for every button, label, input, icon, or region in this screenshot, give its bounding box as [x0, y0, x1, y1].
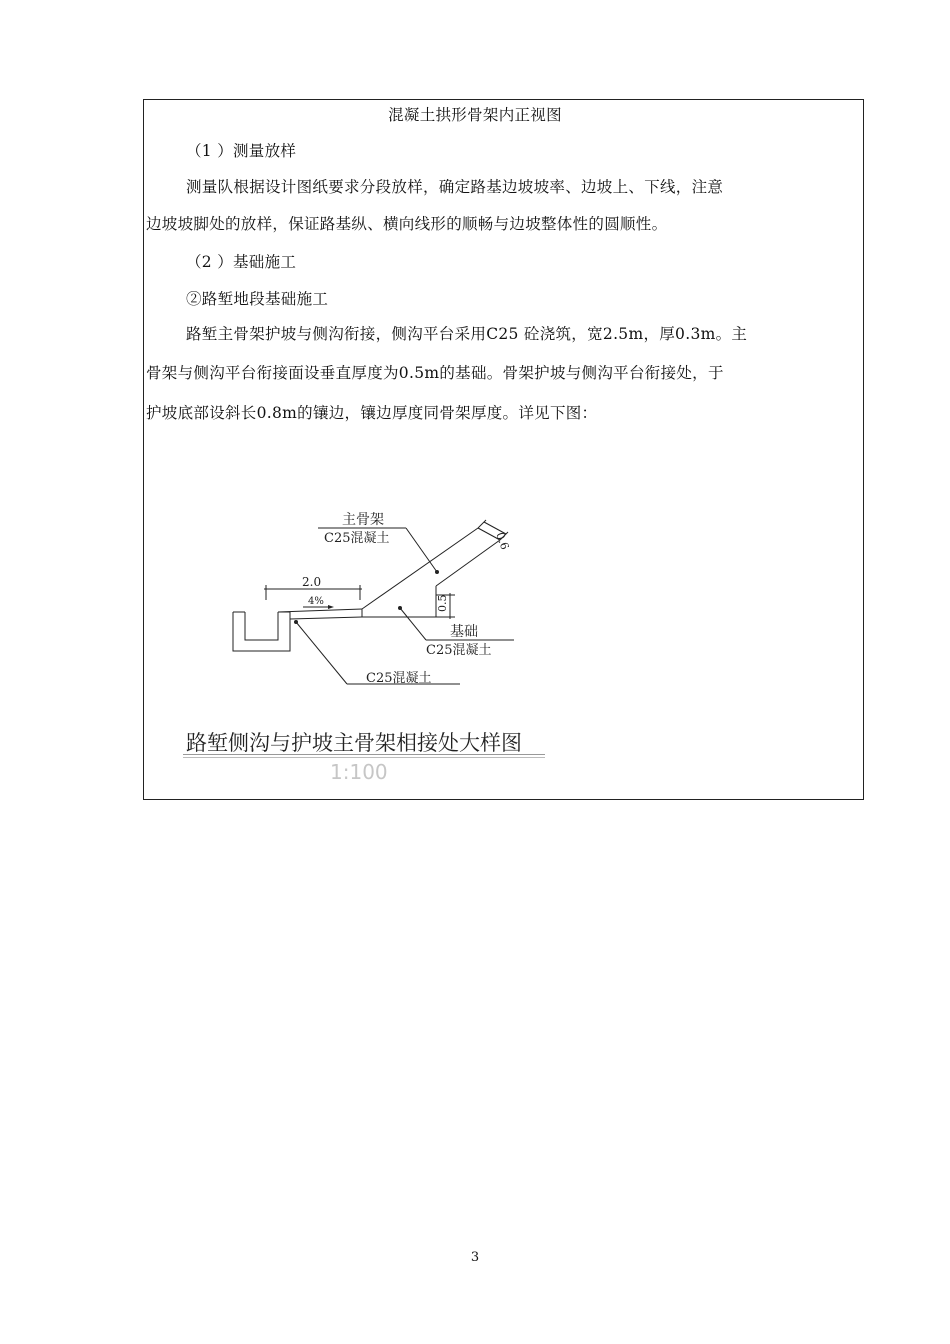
section2-body-line1: 路堑主骨架护坡与侧沟衔接，侧沟平台采用C25 砼浇筑，宽2.5m，厚0.3m。主 [186, 325, 748, 343]
figure-title: 路堑侧沟与护坡主骨架相接处大样图 [186, 731, 522, 755]
leader-foundation [400, 608, 426, 640]
section2-title: （2 ）基础施工 [186, 253, 297, 271]
label-foundation-material: C25混凝土 [426, 643, 492, 658]
ditch-inner [245, 612, 278, 640]
label-main-frame-material: C25混凝土 [324, 531, 390, 546]
section1-title: （1 ）测量放样 [186, 142, 297, 160]
page-number: 3 [470, 1250, 480, 1265]
ditch-outline [233, 612, 290, 651]
section2-body-line3: 护坡底部设斜长0.8m的镶边，镶边厚度同骨架厚度。详见下图： [146, 404, 598, 422]
section2-body-line2: 骨架与侧沟平台衔接面设垂直厚度为0.5m的基础。骨架护坡与侧沟平台衔接处，于 [146, 364, 724, 382]
dim-slope-arrow [328, 605, 334, 609]
dim-width-text: 2.0 [302, 575, 322, 589]
leader-main-frame [406, 528, 437, 572]
leader-dot-main [435, 570, 439, 574]
dim-slope-text: 4% [308, 596, 324, 607]
label-foundation: 基础 [450, 624, 478, 640]
frame-bottom-line [436, 540, 500, 586]
dim-thickness-text: 0.6 [493, 530, 512, 552]
figure-title-underline [183, 754, 545, 755]
leader-dot-foundation [398, 606, 402, 610]
label-main-frame: 主骨架 [342, 512, 384, 528]
subsection-title: ②路堑地段基础施工 [186, 290, 329, 308]
label-ditch-material: C25混凝土 [366, 671, 432, 686]
dim-thickness-ext1 [478, 520, 486, 528]
section1-body-line2: 边坡坡脚处的放样，保证路基纵、横向线形的顺畅与边坡整体性的圆顺性。 [146, 215, 668, 233]
figure-title-underline-2 [183, 757, 545, 758]
dim-foundation-text: 0.5 [436, 594, 449, 612]
section1-body-line1: 测量队根据设计图纸要求分段放样，确定路基边坡坡率、边坡上、下线，注意 [186, 178, 724, 196]
figure-scale: 1:100 [330, 760, 388, 784]
leader-ditch [296, 622, 347, 684]
platform-bottom [290, 617, 362, 619]
platform-top [278, 609, 362, 612]
document-heading: 混凝土拱形骨架内正视图 [388, 106, 562, 124]
leader-dot-ditch [294, 620, 298, 624]
